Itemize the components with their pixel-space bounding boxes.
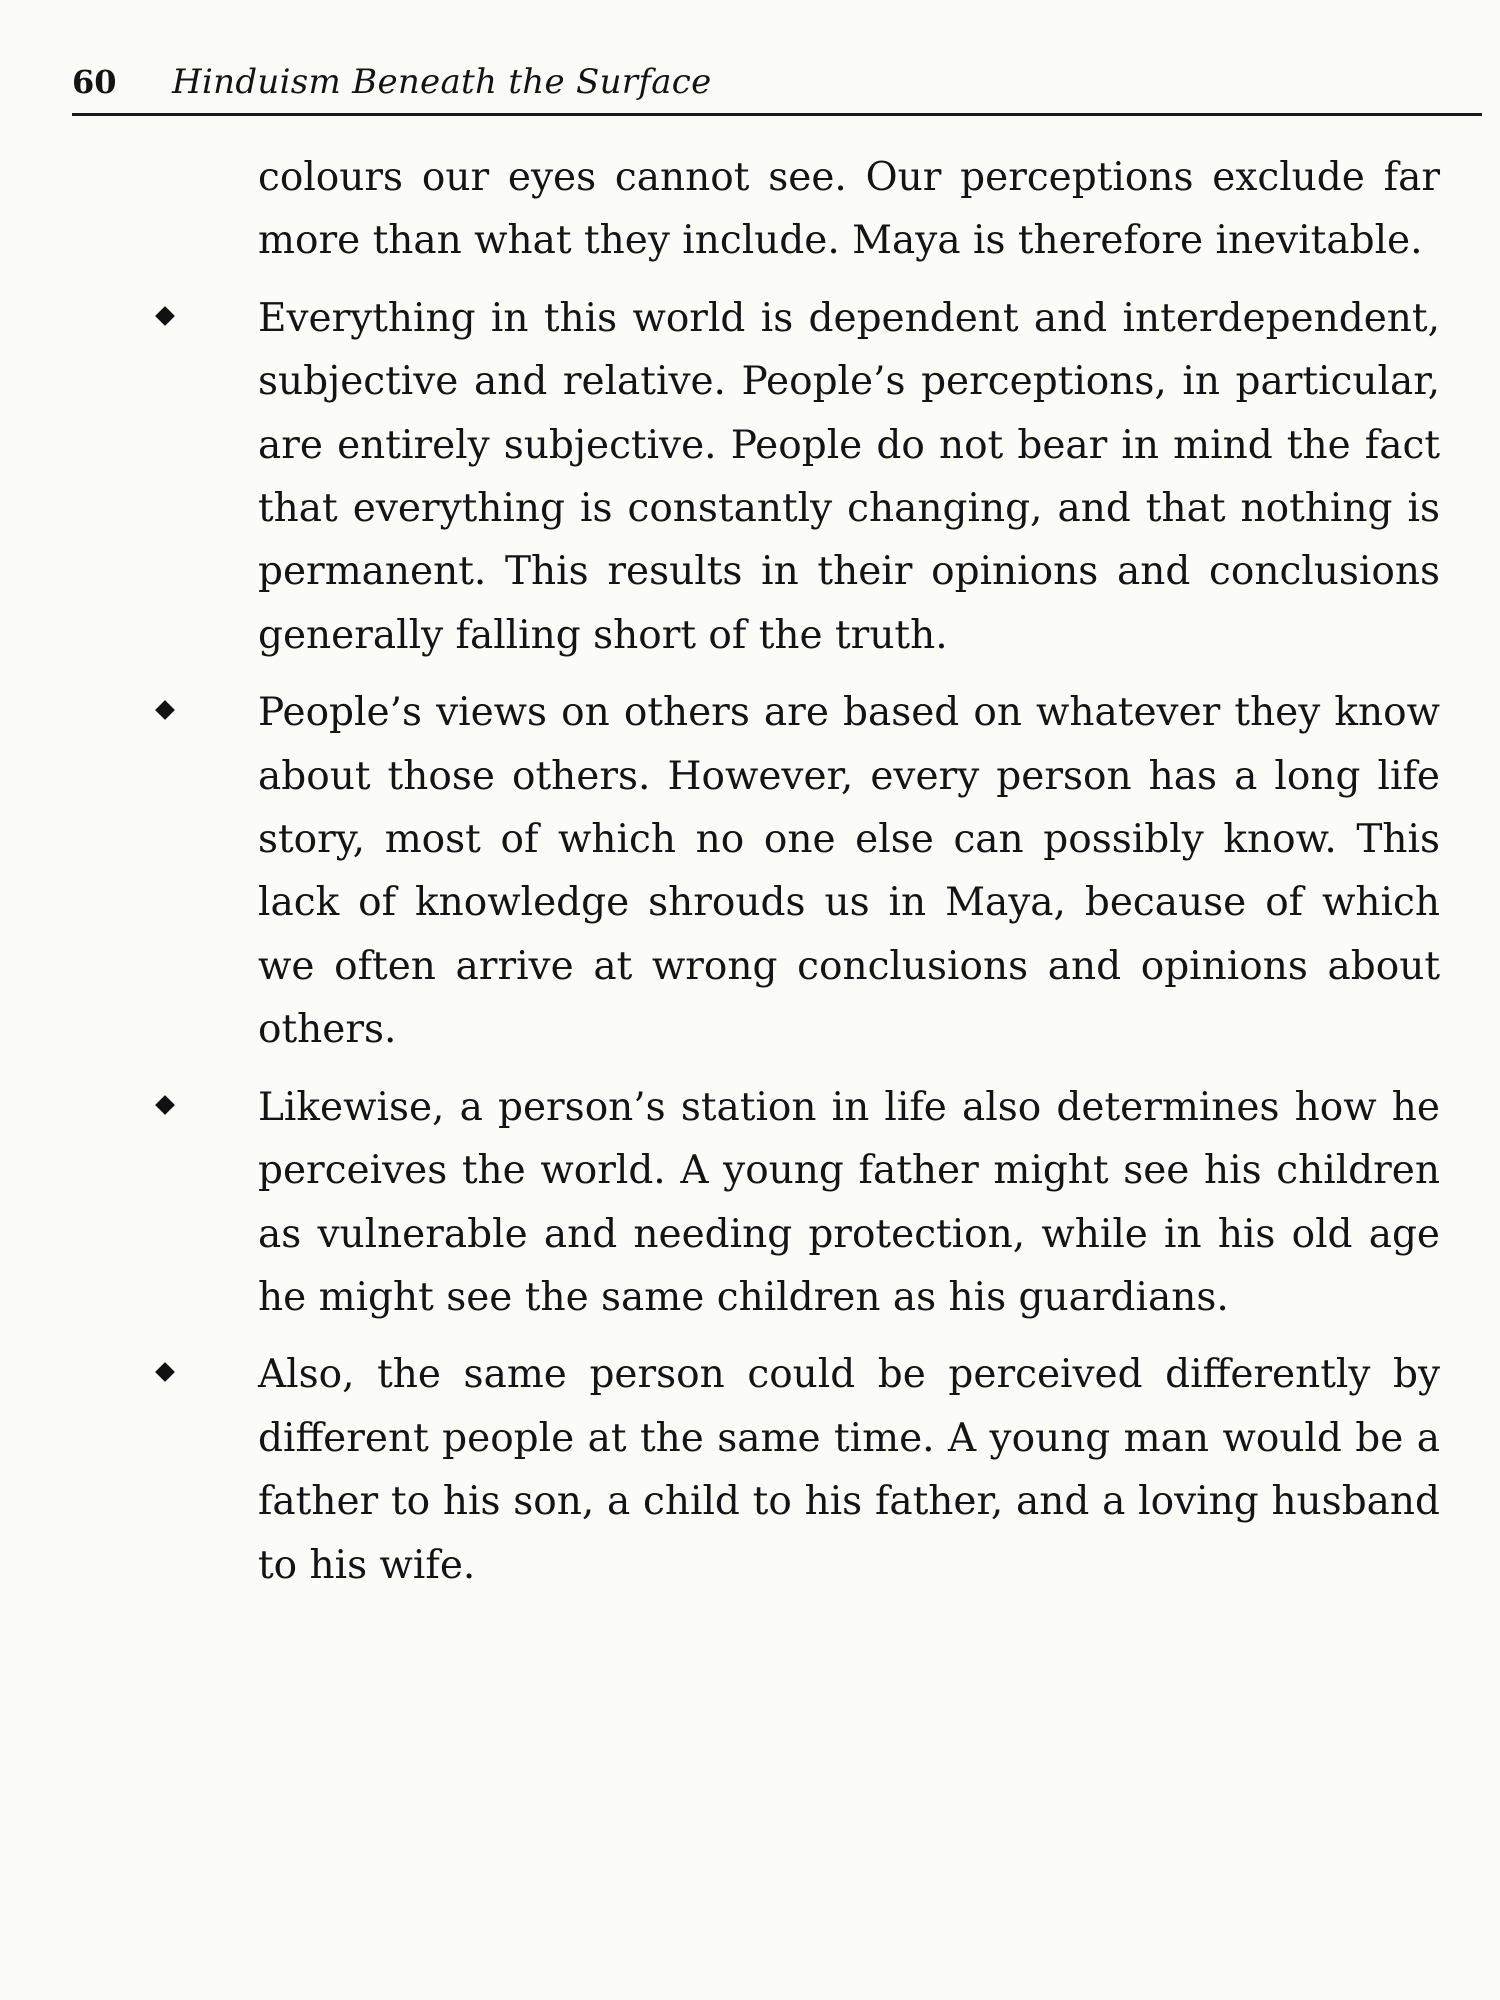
bullet-text: Everything in this world is dependent and interdependent, subjective and relative. People’s perceptions, in particular, are entirely subjective. People do not bear in mind the fact that everything is constantly changing, and that nothing is permanent. This results in their opinions and conclusions generally falling short of the truth. [258, 295, 1440, 658]
bullet-text: Also, the same person could be perceived differently by different people at the same time. A young man would be a father to his son, a child to his father, and a loving husband to his wife. [258, 1352, 1440, 1588]
bullet-item [258, 681, 1440, 1061]
bullet-item [258, 1343, 1440, 1597]
bullet-item [258, 287, 1440, 667]
diamond-bullet-icon [155, 700, 175, 720]
diamond-bullet-icon [155, 306, 175, 326]
bullet-item [258, 1076, 1440, 1330]
running-title: Hinduism Beneath the Surface [172, 62, 712, 102]
page-number: 60 [72, 63, 117, 101]
running-header [72, 56, 1482, 116]
bullet-text: People’s views on others are based on whatever they know about those others. However, every person has a long life story, most of which no one else can possibly know. This lack of knowledge shrouds us in Maya, because of which we often arrive at wrong conclusions and opinions about others. [258, 690, 1440, 1053]
page-body [258, 146, 1440, 1597]
bullet-text: Likewise, a person’s station in life also determines how he perceives the world. A young father might see his children as vulnerable and needing protection, while in his old age he might see the same children as his guardians. [258, 1084, 1440, 1320]
continuation-paragraph: colours our eyes cannot see. Our perceptions exclude far more than what they include. Maya is therefore inevitable. [258, 155, 1440, 264]
diamond-bullet-icon [155, 1362, 175, 1382]
diamond-bullet-icon [155, 1095, 175, 1115]
